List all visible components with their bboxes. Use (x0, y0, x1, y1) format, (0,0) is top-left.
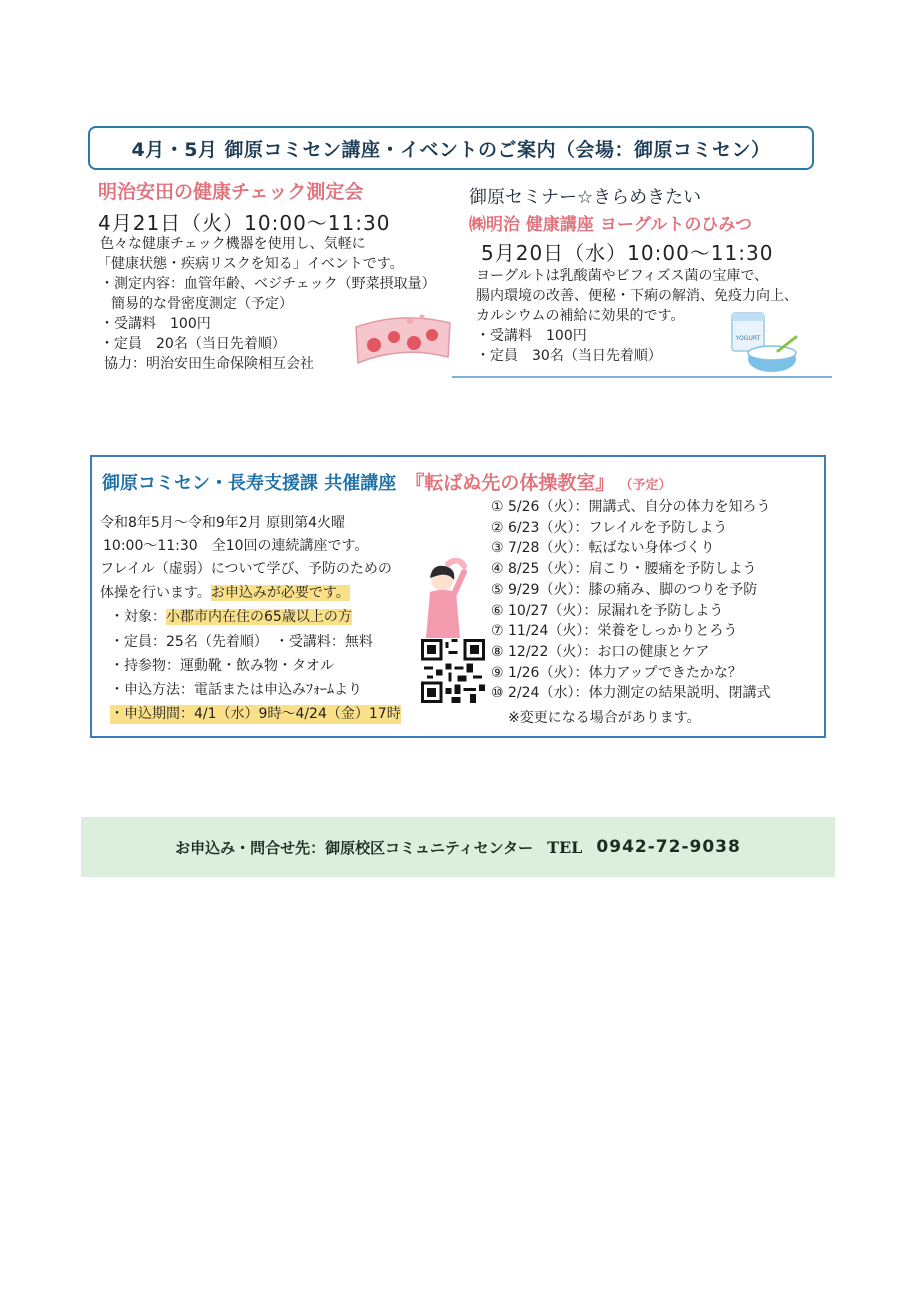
event2-datetime: 5月20日（水）10:00～11:30 (481, 241, 774, 265)
blood-vessel-illustration (352, 305, 454, 371)
event1-measure2: 簡易的な骨密度測定（予定） (111, 296, 293, 312)
event2-subtitle: ㈱明治 健康講座 ヨーグルトのひみつ (469, 215, 752, 235)
event1-title: 明治安田の健康チェック測定会 (98, 181, 364, 203)
yogurt-illustration (726, 307, 800, 379)
course-title: 御原コミセン・長寿支援課 共催講座 (102, 473, 397, 494)
woman-stretching-illustration (418, 558, 468, 638)
course-title-row (102, 468, 671, 495)
event1-desc2: 「健康状態・疾病リスクを知る」イベントです。 (97, 256, 404, 272)
event2-desc1: ヨーグルトは乳酸菌やビフィズス菌の宝庫で、 (476, 268, 769, 284)
schedule-item: ⑩ 2/24（水）：体力測定の結果説明、閉講式 (491, 685, 771, 702)
course-target-label: ・対象： (110, 609, 166, 625)
tel-label: TEL (547, 837, 583, 857)
qr-code[interactable] (421, 639, 485, 703)
course-apply: ・申込方法：電話または申込みﾌｫｰﾑより (110, 682, 362, 698)
event1-capacity: ・定員 20名（当日先着順） (100, 336, 286, 352)
course-line2: 10:00～11:30 全10回の連続講座です。 (103, 538, 369, 554)
course-line4 (100, 584, 350, 603)
course-capacity-fee: ・定員：25名（先着順） ・受講料：無料 (110, 634, 373, 650)
course-line4-text: 体操を行います。 (100, 585, 211, 601)
event2-desc2: 腸内環境の改善、便秘・下痢の解消、免疫力向上、 (476, 288, 798, 304)
schedule-item: ③ 7/28（火）：転ばない身体づくり (491, 540, 715, 557)
course-line1: 令和8年5月～令和9年2月 原則第4火曜 (100, 515, 345, 531)
event1-measure1: ・測定内容：血管年齢、ベジチェック（野菜摂取量） (100, 276, 436, 292)
course-name: 『転ばぬ先の体操教室』 (405, 472, 615, 494)
apply-required-notice: お申込みが必要です。 (210, 585, 350, 601)
phone-number[interactable]: 0942-72-9038 (596, 837, 741, 857)
event2-desc3: カルシウムの補給に効果的です。 (476, 308, 685, 324)
schedule-note: ※変更になる場合があります。 (508, 710, 701, 726)
course-period: ・申込期間：4/1（水）9時～4/24（金）17時 (110, 706, 401, 722)
schedule-item: ① 5/26（火）：開講式、自分の体力を知ろう (491, 499, 771, 515)
event1-desc1: 色々な健康チェック機器を使用し、気軽に (100, 236, 366, 252)
page-header (88, 126, 814, 170)
course-target (110, 608, 352, 627)
event2-fee: ・受講料 100円 (476, 328, 587, 344)
schedule-list (491, 497, 770, 704)
event2-capacity: ・定員 30名（当日先着順） (476, 348, 662, 364)
schedule-item: ④ 8/25（火）：肩こり・腰痛を予防しよう (491, 561, 757, 578)
schedule-item: ⑨ 1/26（火）：体力アップできたかな？ (491, 664, 742, 681)
event2-title: 御原セミナー☆きらめきたい (469, 187, 702, 208)
contact-footer (81, 817, 835, 877)
schedule-item: ⑧ 12/22（火）：お口の健康とケア (491, 643, 710, 660)
schedule-item: ② 6/23（火）：フレイルを予防しよう (491, 519, 728, 536)
course-target-value: 小郡市内在住の65歳以上の方 (166, 609, 352, 625)
yogurt-label: YOGURT (735, 335, 761, 342)
contact-label: お申込み・問合せ先：御原校区コミュニティセンター (175, 838, 534, 857)
course-items: ・持参物：運動靴・飲み物・タオル (110, 658, 334, 674)
course-line3: フレイル（虚弱）について学び、予防のための (100, 561, 392, 577)
schedule-item: ⑥ 10/27（火）：尿漏れを予防しよう (491, 602, 724, 619)
section-divider (452, 376, 832, 378)
event1-fee: ・受講料 100円 (100, 316, 211, 332)
header-title: 4月・5月 御原コミセン講座・イベントのご案内（会場：御原コミセン） (131, 138, 771, 161)
event1-datetime: 4月21日（火）10:00～11:30 (98, 211, 391, 235)
schedule-item: ⑤ 9/29（火）：膝の痛み、脚のつりを予防 (491, 581, 758, 598)
event1-coop: 協力：明治安田生命保険相互会社 (104, 356, 314, 372)
course-name-note: （予定） (619, 478, 672, 493)
schedule-item: ⑦ 11/24（火）：栄養をしっかりとろう (491, 623, 738, 640)
